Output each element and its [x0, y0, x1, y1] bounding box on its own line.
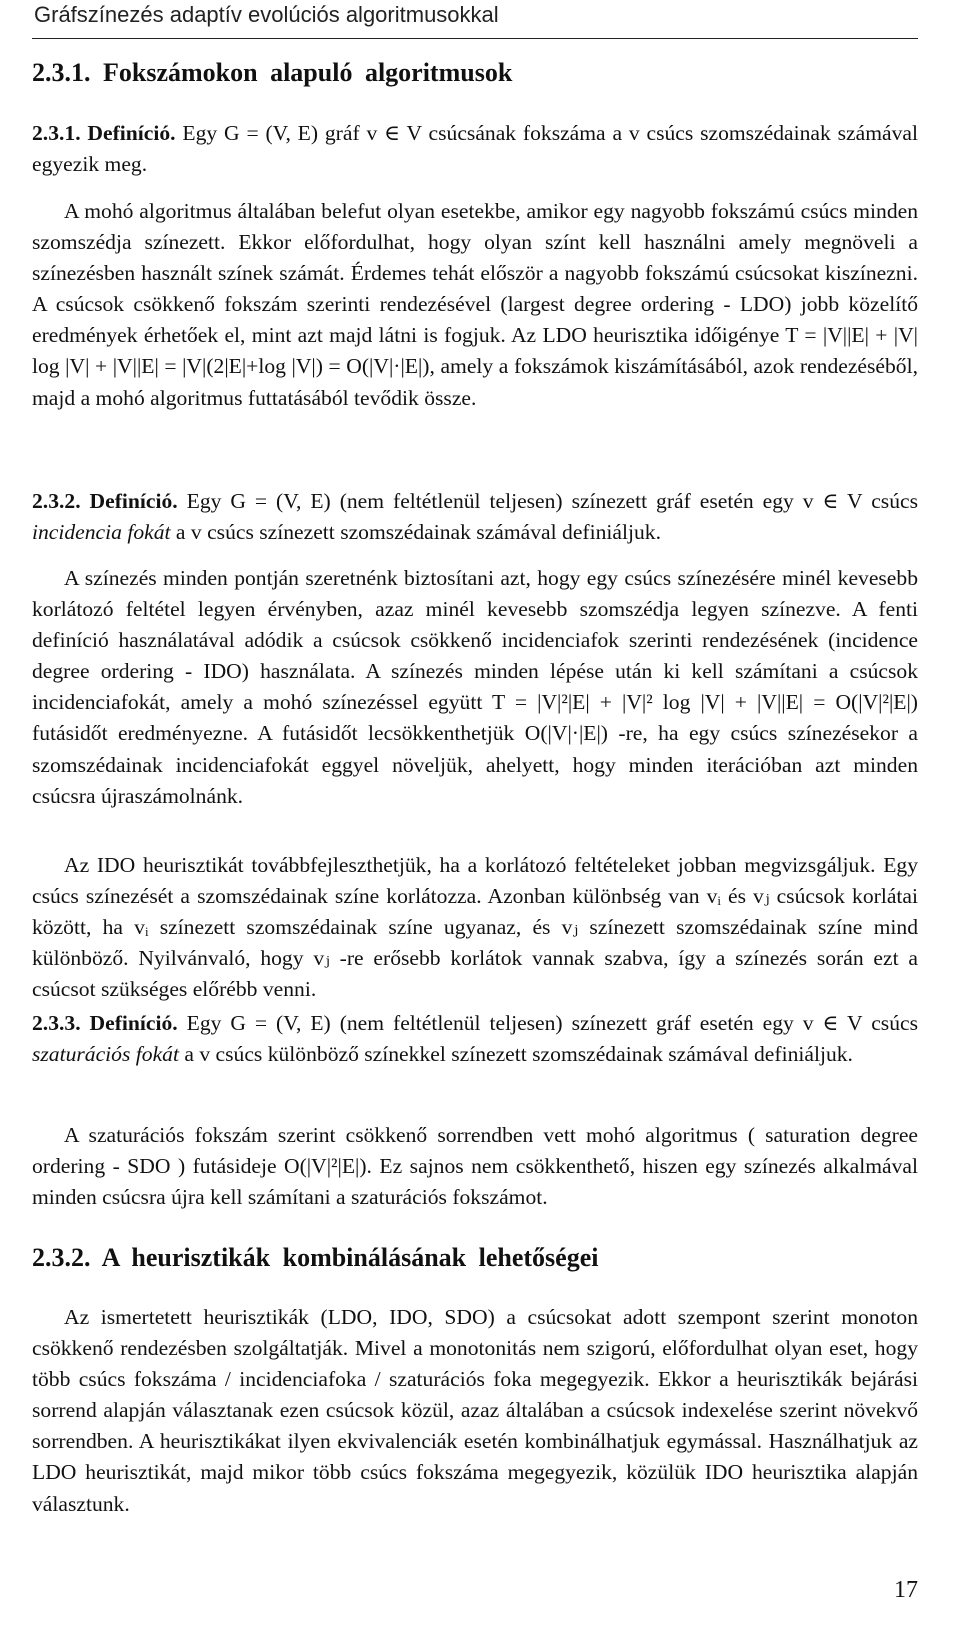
definition-text: a v csúcs különböző színekkel színezett szomszédainak számával definiáljuk.	[178, 1042, 853, 1067]
paragraph: Az IDO heurisztikát továbbfejleszthetjük, ha a korlátozó feltételeket jobban megvizsgáljuk. Egy csúcs színezését a szomszédainak színe korlátozza. Azonban különbség van vᵢ és vⱼ csúcsok korlátai között, ha vᵢ színezett szomszédainak színe ugyanaz, és vⱼ színezett szomszédainak színe mind különböző. Nyilvánvaló, hogy vⱼ -re erősebb korlátok vannak szabva, így a színezés során ezt a csúcsot szükséges előrébb venni.	[32, 853, 918, 1002]
subsection-title: A heurisztikák kombinálásának lehetőségei	[101, 1243, 599, 1272]
paragraph: Az ismertetett heurisztikák (LDO, IDO, SDO) a csúcsokat adott szempont szerint monoton csökkenő rendezésben szolgáltatják. Mivel a monotonitás nem szigorú, előfordulhat olyan eset, hogy több csúcs fokszáma / incidenciafoka / szaturációs foka megegyezik. Ekkor a heurisztikák bejárási sorrend alapján választanak ezen csúcsok közül, azaz általában a csúcsok indexelése szerint növekvő sorrendben. A heurisztikákat ilyen ekvivalenciák esetén kombinálhatjuk egymással. Használhatjuk az LDO heurisztikát, majd mikor több csúcs fokszáma megegyezik, közülük IDO heurisztika alapján választunk.	[32, 1305, 918, 1516]
paragraph: A szaturációs fokszám szerint csökkenő sorrendben vett mohó algoritmus ( saturation degree ordering - SDO ) futásideje O(|V|²|E|). Ez sajnos nem csökkenthető, hiszen egy színezés alkalmával minden csúcsra újra kell számítani a szaturációs fokszámot.	[32, 1123, 918, 1210]
definition-label: 2.3.3. Definíció.	[32, 1011, 178, 1035]
definition-text: a v csúcs színezett szomszédainak számával definiáljuk.	[170, 520, 661, 545]
subsection-title: Fokszámokon alapuló algoritmusok	[103, 58, 513, 87]
defined-term: incidencia fokát	[32, 520, 171, 545]
definition-label: 2.3.1. Definíció.	[32, 121, 176, 145]
definition-block	[32, 1008, 918, 1070]
definition-label: 2.3.2. Definíció.	[32, 489, 178, 513]
paragraph: A mohó algoritmus általában belefut olyan esetekbe, amikor egy nagyobb fokszámú csúcs minden szomszédja színezett. Ekkor előfordulhat, hogy olyan színt kell használni amely megnöveli a színezésben használt színek számát. Érdemes tehát először a nagyobb fokszámú csúcsokat kiszínezni. A csúcsok csökkenő fokszám szerinti rendezésével (largest degree ordering - LDO) jobb közelítő eredmények érhetőek el, mint azt majd látni is fogjuk. Az LDO heurisztika időigénye T = |V||E| + |V| log |V| + |V||E| = |V|(2|E|+log |V|) = O(|V|·|E|), amely a fokszámok kiszámításából, azok rendezéséből, majd a mohó algoritmus futtatásából tevődik össze.	[32, 199, 918, 410]
running-head: Gráfszínezés adaptív evolúciós algoritmusokkal	[34, 2, 499, 27]
page-number: 17	[894, 1577, 918, 1603]
subsection-heading	[32, 1243, 598, 1273]
subsection-number: 2.3.2.	[32, 1243, 91, 1272]
subsection-number: 2.3.1.	[32, 58, 91, 87]
definition-block	[32, 486, 918, 548]
definition-text: Egy G = (V, E) gráf v ∈ V csúcsának fokszáma a v csúcs szomszédainak számával egyezik meg.	[32, 121, 918, 177]
header-rule	[32, 38, 918, 39]
definition-block	[32, 118, 918, 180]
definition-text: Egy G = (V, E) (nem feltétlenül teljesen) színezett gráf esetén egy v ∈ V csúcs	[186, 489, 918, 513]
definition-text: Egy G = (V, E) (nem feltétlenül teljesen) színezett gráf esetén egy v ∈ V csúcs	[186, 1011, 918, 1035]
subsection-heading	[32, 58, 512, 88]
defined-term: szaturációs fokát	[32, 1042, 179, 1067]
paragraph: A színezés minden pontján szeretnénk biztosítani azt, hogy egy csúcs színezésére minél kevesebb korlátozó feltétel legyen érvényben, azaz minél kevesebb szomszédja legyen színezve. A fenti definíció használatával adódik a csúcsok csökkenő incidenciafok szerinti rendezésének (incidence degree ordering - IDO) használata. A színezés minden lépése után ki kell számítani a csúcsok incidenciafokát, amely a mohó színezéssel együtt T = |V|²|E| + |V|² log |V| + |V||E| = O(|V|²|E|) futásidőt eredményezne. A futásidőt lecsökkenthetjük O(|V|·|E|) -re, ha egy csúcs színezésekor a szomszédainak incidenciafokát eggyel növeljük, ahelyett, hogy minden iterációban azt minden csúcsra újraszámolnánk.	[32, 566, 918, 808]
